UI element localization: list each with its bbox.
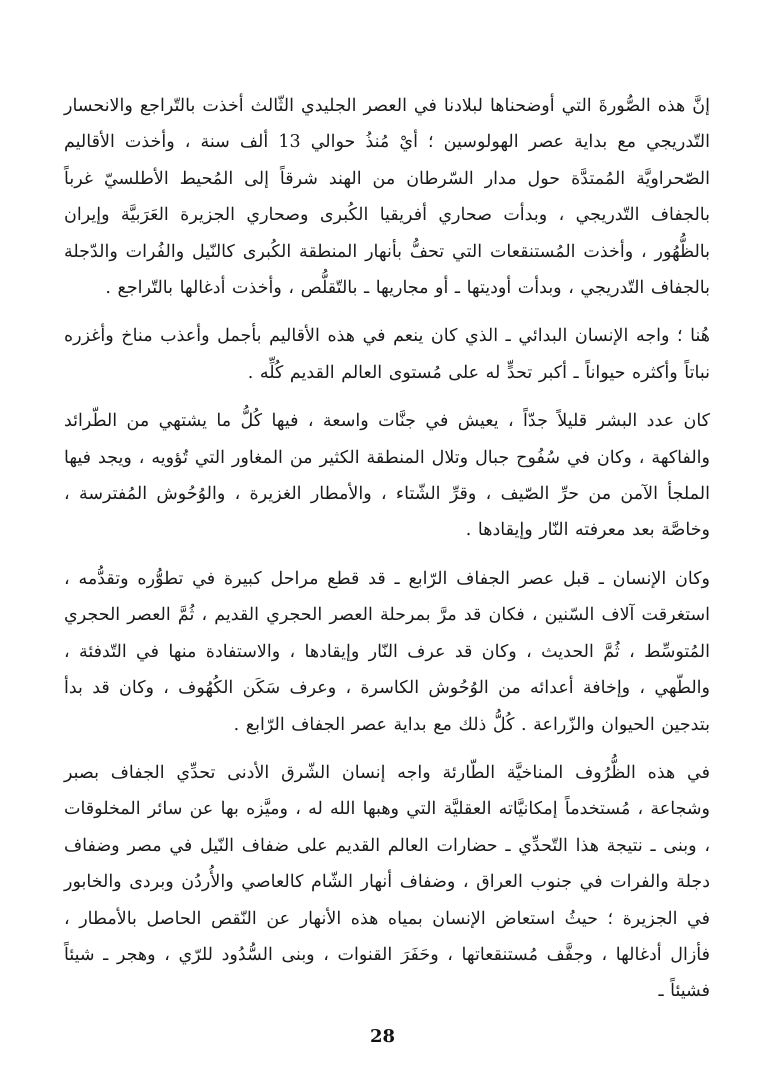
body-text <box>64 88 710 1022</box>
paragraph-3: كان عدد البشر قليلاً جدّاً ، يعيش في جنَّات واسعة ، فيها كُلُّ ما يشتهي من الطّرائد والفاكهة ، وكان في سُفُوح جبال وتلال المنطقة الكثير من المغاور التي تُؤويه ، ويجد فيها الملجأ الآمن من حرِّ الصّيف ، وقرِّ الشّتاء ، والأمطار الغزيرة ، والوُحُوش المُفترسة ، وخاصَّة بعد معرفته النّار وإيقادها . <box>64 411 710 541</box>
paragraph-1: إنَّ هذه الصُّورةَ التي أوضحناها لبلادنا في العصر الجليدي الثّالث أخذت بالتّراجع والانحسار التّدريجي مع بداية عصر الهولوسين ؛ أيْ مُنذُ حوالي 13 ألف سنة ، وأخذت الأقاليم الصّحراويَّة المُمتدَّة حول مدار السّرطان من الهند شرقاً إلى المُحيط الأطلسيّ غرباً بالجفاف التّدريجي ، وبدأت صحاري أفريقيا الكُبرى وصحاري الجزيرة العَرَبيَّة وإيران بالظُّهُور ، وأخذت المُستنقعات التي تحفُّ بأنهار المنطقة الكُبرى كالنّيل والفُرات والدّجلة بالجفاف التّدريجي ، وبدأت أوديتها ـ أو مجاريها ـ بالتّقلُّص ، وأخذت أدغالها بالتّراجع . <box>64 96 710 299</box>
page-number: 28 <box>369 1026 396 1047</box>
paragraph-4: وكان الإنسان ـ قبل عصر الجفاف الرّابع ـ قد قطع مراحل كبيرة في تطوُّره وتقدُّمه ، استغرقت آلاف السّنين ، فكان قد مرَّ بمرحلة العصر الحجري القديم ، ثُمَّ العصر الحجري المُتوسِّط ، ثُمَّ الحديث ، وكان قد عرف النّار وإيقادها ، والاستفادة منها في التّدفئة ، والطّهي ، وإخافة أعدائه من الوُحُوش الكاسرة ، وعرف سَكَن الكُهُوف ، وكان قد بدأ بتدجين الحيوان والزّراعة . كُلُّ ذلك مع بداية عصر الجفاف الرّابع . <box>64 568 710 735</box>
paragraph-5: في هذه الظُّرُوف المناخيَّة الطّارئة واجه إنسان الشّرق الأدنى تحدِّي الجفاف بصبر وشجاعة ، مُستخدماً إمكانيَّاته العقليَّة التي وهبها الله له ، وميَّزه بها عن سائر المخلوقات ، وبنى ـ نتيجة هذا التّحدِّي ـ حضارات العالم القديم على ضفاف النّيل في مصر وضفاف دجلة والفرات في جنوب العراق ، وضفاف أنهار الشّام كالعاصي والأُردُن وبردى والخابور في الجزيرة ؛ حيثُ استعاض الإنسان بمياه هذه الأنهار عن النّقص الحاصل بالأمطار ، فأزال أدغالها ، وجفَّف مُستنقعاتها ، وحَفَرَ القنوات ، وبنى السُّدُود للرّي ، وهجر ـ شيئاً فشيئاً ـ <box>64 762 710 1002</box>
paragraph-2: هُنا ؛ واجه الإنسان البدائي ـ الذي كان ينعم في هذه الأقاليم بأجمل وأعذب مناخ وأغزره نباتاً وأكثره حيواناً ـ أكبر تحدٍّ له على مُستوى العالم القديم كُلِّه . <box>64 326 710 383</box>
